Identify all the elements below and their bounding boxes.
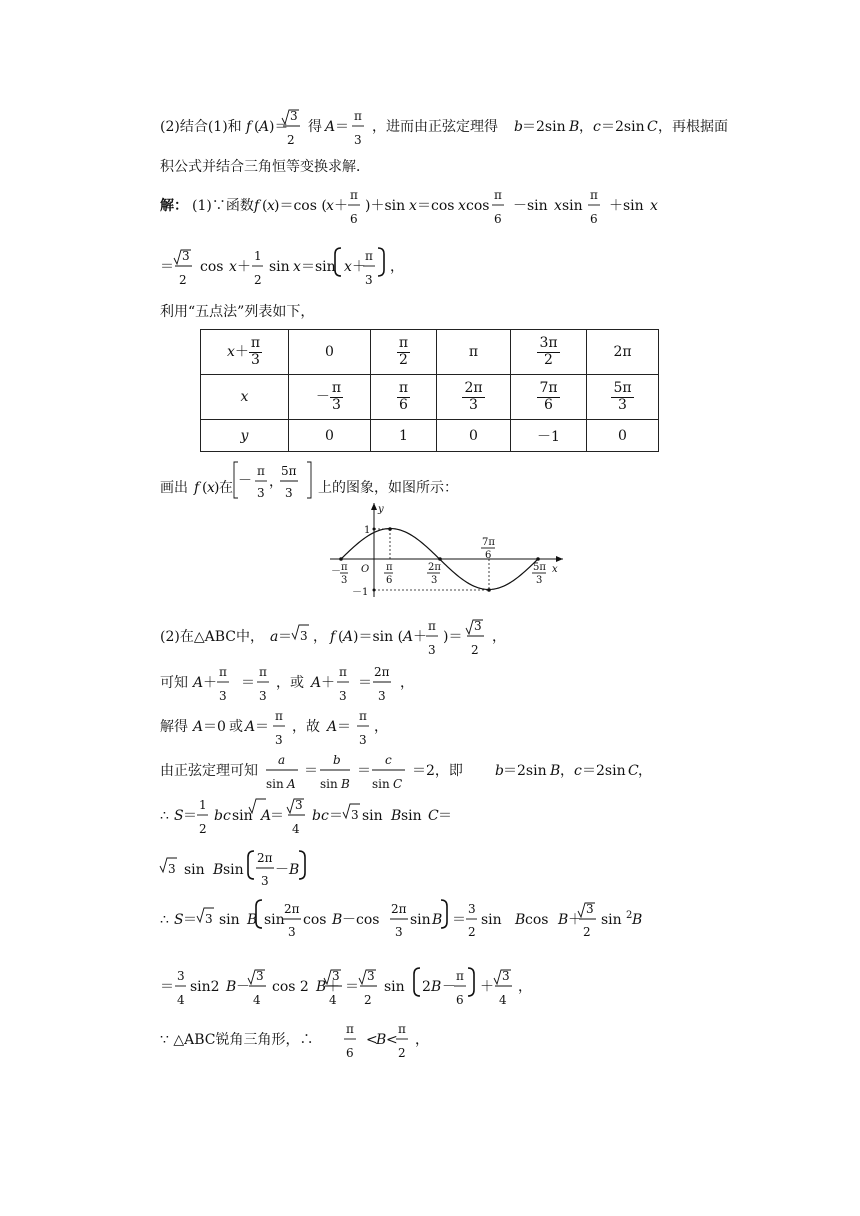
svg-text:sin: sin — [410, 912, 431, 928]
svg-text:2: 2 — [287, 133, 295, 147]
y-axis-label: y — [378, 504, 384, 515]
svg-text:sin2: sin2 — [190, 979, 220, 995]
svg-text:，: ， — [313, 629, 327, 645]
svg-text:f: f — [254, 198, 260, 214]
hint-line-2: 积公式并结合三角恒等变换求解． — [160, 159, 370, 175]
svg-text:＝: ＝ — [452, 912, 466, 928]
table-cell: －1 — [511, 420, 587, 452]
svg-text:B: B — [431, 979, 442, 995]
table-row — [201, 375, 659, 420]
table-cell: $\frac{\pi}{6}$ — [371, 375, 437, 420]
svg-text:，故: ，故 — [292, 719, 320, 735]
svg-text:，: ， — [560, 763, 574, 779]
svg-text:2: 2 — [398, 1046, 406, 1060]
table-cell: $\frac{7\pi}{6}$ — [511, 375, 587, 420]
svg-text:sin: sin — [320, 777, 338, 791]
svg-text:3: 3 — [257, 486, 265, 500]
svg-text:sin: sin — [266, 777, 284, 791]
solution-label: 解： — [160, 198, 188, 214]
svg-text:＋: ＋ — [568, 912, 582, 928]
svg-text:)＝: )＝ — [443, 629, 463, 645]
svg-text:sin: sin — [401, 808, 422, 824]
svg-text:或: 或 — [229, 719, 243, 735]
svg-text:(: ( — [254, 119, 260, 135]
svg-text:2π: 2π — [284, 902, 300, 916]
svg-text:，: ， — [492, 629, 506, 645]
svg-text:－: － — [275, 862, 289, 878]
svg-text:B: B — [432, 912, 443, 928]
svg-text:c: c — [574, 763, 582, 779]
svg-text:3: 3 — [431, 575, 438, 586]
svg-text:3: 3 — [502, 969, 510, 983]
svg-text:cos: cos — [525, 912, 549, 928]
svg-text:3: 3 — [474, 619, 482, 633]
svg-text:bc: bc — [312, 808, 329, 824]
svg-text:，: ， — [638, 763, 652, 779]
svg-text:1: 1 — [254, 249, 262, 263]
svg-text:<: < — [366, 1032, 378, 1048]
svg-text:＋: ＋ — [352, 259, 366, 275]
svg-text:B: B — [289, 862, 300, 878]
svg-text:C: C — [393, 777, 403, 791]
svg-text:5π: 5π — [281, 464, 297, 478]
svg-text:π: π — [590, 188, 598, 202]
svg-text:π: π — [346, 1022, 354, 1036]
svg-text:c: c — [593, 119, 601, 135]
part2-line3 — [160, 709, 388, 747]
svg-text:3: 3 — [536, 575, 543, 586]
svg-text:A: A — [343, 629, 354, 645]
svg-text:，: ， — [415, 1032, 429, 1048]
svg-text:＝: ＝ — [329, 808, 343, 824]
svg-text:＝: ＝ — [241, 675, 255, 691]
svg-text:)＝sin (: )＝sin ( — [353, 629, 404, 645]
svg-text:6: 6 — [386, 575, 393, 586]
svg-text:2: 2 — [179, 273, 187, 287]
svg-text:4: 4 — [329, 993, 337, 1007]
svg-text:3: 3 — [300, 629, 308, 643]
svg-text:6: 6 — [485, 550, 492, 561]
svg-text:可知: 可知 — [160, 675, 188, 691]
svg-text:B: B — [213, 862, 224, 878]
svg-text:3: 3 — [259, 689, 267, 703]
svg-text:π: π — [219, 665, 227, 679]
tick-minus-one: －1 — [352, 587, 369, 598]
svg-text:A: A — [287, 777, 296, 791]
svg-text:A: A — [193, 675, 204, 691]
svg-text:＝sin: ＝sin — [301, 259, 336, 275]
svg-text:)＝cos (: )＝cos ( — [274, 198, 327, 214]
svg-text:x: x — [554, 198, 562, 214]
svg-text:B: B — [515, 912, 526, 928]
svg-text:x: x — [409, 198, 417, 214]
part2-line9 — [160, 1022, 429, 1060]
svg-text:∵ △ABC锐角三角形，∴: ∵ △ABC锐角三角形，∴ — [160, 1032, 314, 1048]
hint-line-1 — [160, 109, 728, 147]
svg-text:＝0: ＝0 — [203, 719, 226, 735]
svg-text:(: ( — [338, 629, 344, 645]
part2-line6 — [160, 851, 305, 888]
table-cell: x＋ $\frac{\pi}{3}$ — [201, 330, 289, 375]
svg-text:＝2sin: ＝2sin — [601, 119, 645, 135]
five-point-table — [200, 329, 659, 452]
svg-text:π: π — [386, 562, 393, 573]
svg-text:cos 2: cos 2 — [272, 979, 309, 995]
table-cell: π — [437, 330, 511, 375]
svg-text:－: － — [236, 979, 250, 995]
svg-text:π: π — [428, 619, 436, 633]
table-cell: 0 — [437, 420, 511, 452]
svg-text:－: － — [331, 566, 341, 577]
svg-text:3: 3 — [339, 689, 347, 703]
svg-text:＝: ＝ — [255, 719, 269, 735]
svg-text:∴: ∴ — [160, 912, 169, 928]
svg-text:3: 3 — [378, 689, 386, 703]
svg-text:π: π — [275, 709, 283, 723]
hint-text-b: 得 — [308, 119, 322, 135]
svg-text:3: 3 — [168, 862, 176, 876]
svg-text:＋: ＋ — [237, 259, 251, 275]
svg-text:bc: bc — [214, 808, 231, 824]
five-point-intro: 利用“五点法”列表如下， — [160, 304, 315, 320]
svg-text:b: b — [514, 119, 523, 135]
svg-text:1: 1 — [199, 798, 207, 812]
svg-text:，: ， — [269, 474, 283, 490]
svg-text:6: 6 — [456, 993, 464, 1007]
svg-text:π: π — [494, 188, 502, 202]
svg-text:在: 在 — [219, 480, 233, 496]
svg-text:＋: ＋ — [413, 629, 427, 645]
svg-text:B: B — [226, 979, 237, 995]
svg-text:A: A — [259, 119, 270, 135]
svg-text:<: < — [386, 1032, 398, 1048]
svg-text:＝: ＝ — [160, 979, 174, 995]
svg-text:(: ( — [202, 480, 208, 496]
svg-text:2π: 2π — [391, 902, 407, 916]
svg-text:)＋sin: )＋sin — [365, 198, 406, 214]
svg-text:cos: cos — [466, 198, 490, 214]
svg-text:B: B — [316, 979, 327, 995]
svg-text:3: 3 — [288, 925, 296, 939]
svg-text:3: 3 — [468, 902, 476, 916]
svg-text:sin: sin — [223, 862, 244, 878]
origin-label: O — [361, 564, 370, 575]
svg-text:3: 3 — [365, 273, 373, 287]
svg-text:3: 3 — [219, 689, 227, 703]
table-row — [201, 420, 659, 452]
part2-line8 — [160, 968, 532, 1007]
svg-text:3: 3 — [295, 798, 303, 812]
svg-text:3: 3 — [354, 133, 362, 147]
svg-text:b: b — [495, 763, 504, 779]
svg-text:，: ， — [518, 979, 532, 995]
svg-text:＝: ＝ — [358, 675, 372, 691]
svg-text:sin: sin — [562, 198, 583, 214]
hint-text-e: ，再根据面 — [658, 119, 728, 135]
svg-text:＝: ＝ — [183, 808, 197, 824]
svg-text:，: ， — [579, 119, 593, 135]
x-axis-label: x — [552, 564, 558, 575]
svg-text:B: B — [569, 119, 580, 135]
svg-text:a: a — [270, 629, 279, 645]
table-cell: 0 — [289, 420, 371, 452]
svg-text:3: 3 — [182, 249, 190, 263]
svg-text:画出: 画出 — [160, 480, 188, 496]
svg-text:x: x — [650, 198, 658, 214]
svg-text:2π: 2π — [428, 562, 441, 573]
svg-text:3: 3 — [256, 969, 264, 983]
svg-text:2π: 2π — [374, 665, 390, 679]
part2-line1 — [160, 619, 506, 657]
svg-text:S: S — [174, 808, 184, 824]
svg-text:＝: ＝ — [337, 719, 351, 735]
svg-text:C: C — [628, 763, 639, 779]
tick-one: 1 — [364, 525, 371, 536]
svg-text:A: A — [327, 719, 338, 735]
svg-text:－cos: －cos — [342, 912, 380, 928]
svg-text:3: 3 — [332, 969, 340, 983]
svg-text:4: 4 — [253, 993, 261, 1007]
svg-text:4: 4 — [177, 993, 185, 1007]
svg-text:6: 6 — [494, 212, 502, 226]
svg-text:6: 6 — [350, 212, 358, 226]
svg-text:π: π — [350, 188, 358, 202]
part2-line7 — [160, 900, 642, 939]
svg-text:解得: 解得 — [160, 719, 188, 735]
svg-text:2: 2 — [199, 822, 207, 836]
svg-text:2: 2 — [468, 925, 476, 939]
svg-text:B: B — [332, 912, 343, 928]
svg-text:由正弦定理可知: 由正弦定理可知 — [160, 763, 258, 779]
table-cell: 2π — [587, 330, 659, 375]
table-cell: x — [201, 375, 289, 420]
svg-text:A: A — [245, 719, 256, 735]
svg-text:π: π — [339, 665, 347, 679]
svg-text:＝: ＝ — [438, 808, 452, 824]
svg-text:x: x — [267, 198, 275, 214]
svg-text:B: B — [632, 912, 643, 928]
svg-text:上的图象，如图所示：: 上的图象，如图所示： — [318, 480, 458, 496]
part2-line5 — [160, 798, 452, 836]
solution-part1-line2 — [160, 248, 404, 287]
svg-text:3: 3 — [341, 575, 348, 586]
svg-text:sin: sin — [232, 808, 253, 824]
table-cell: $\frac{3\pi}{2}$ — [511, 330, 587, 375]
svg-text:－: － — [442, 979, 456, 995]
svg-text:c: c — [385, 753, 392, 767]
svg-text:＝: ＝ — [270, 808, 284, 824]
svg-text:A: A — [193, 719, 204, 735]
svg-text:2: 2 — [626, 910, 633, 921]
svg-text:3: 3 — [285, 486, 293, 500]
svg-text:π: π — [257, 464, 265, 478]
svg-text:B: B — [341, 777, 350, 791]
svg-text:x: x — [326, 198, 334, 214]
svg-text:x: x — [207, 480, 215, 496]
svg-text:x: x — [344, 259, 352, 275]
svg-text:B: B — [247, 912, 258, 928]
svg-text:B: B — [391, 808, 402, 824]
svg-text:2: 2 — [583, 925, 591, 939]
svg-text:A: A — [261, 808, 272, 824]
svg-text:π: π — [456, 969, 464, 983]
svg-text:sin: sin — [269, 259, 290, 275]
svg-text:): ) — [214, 480, 220, 496]
x-axis-arrow-icon — [556, 556, 563, 562]
svg-text:a: a — [278, 753, 286, 767]
svg-text:3: 3 — [290, 109, 298, 123]
solution-part1-line1 — [160, 188, 658, 226]
svg-text:5π: 5π — [533, 562, 546, 573]
svg-text:3: 3 — [261, 874, 269, 888]
svg-text:sin: sin — [384, 979, 405, 995]
svg-text:3: 3 — [586, 902, 594, 916]
table-cell: $\frac{5\pi}{3}$ — [587, 375, 659, 420]
part2-line4 — [160, 753, 652, 791]
svg-text:－: － — [238, 473, 252, 489]
svg-text:2: 2 — [471, 643, 479, 657]
svg-text:x: x — [293, 259, 301, 275]
table-row — [201, 330, 659, 375]
part2-line2 — [160, 665, 414, 703]
svg-text:f: f — [246, 119, 252, 135]
svg-text:＝: ＝ — [345, 979, 359, 995]
svg-text:sin: sin — [184, 862, 205, 878]
svg-text:f: f — [194, 480, 200, 496]
svg-text:＝2sin: ＝2sin — [522, 119, 566, 135]
table-cell: 0 — [587, 420, 659, 452]
svg-text:3: 3 — [275, 733, 283, 747]
svg-text:(: ( — [262, 198, 268, 214]
svg-text:2π: 2π — [257, 851, 273, 865]
svg-text:＋: ＋ — [321, 675, 335, 691]
sine-graph — [330, 503, 563, 598]
svg-text:＝: ＝ — [183, 912, 197, 928]
svg-text:6: 6 — [346, 1046, 354, 1060]
hint-text-a: (2)结合(1)和 — [160, 119, 242, 135]
svg-text:x: x — [458, 198, 466, 214]
svg-text:π: π — [365, 249, 373, 263]
svg-text:sin: sin — [362, 808, 383, 824]
svg-text:3: 3 — [177, 969, 185, 983]
svg-text:(1)∵函数: (1)∵函数 — [192, 198, 254, 214]
svg-text:A: A — [403, 629, 414, 645]
svg-text:A: A — [325, 119, 336, 135]
svg-text:＋: ＋ — [334, 198, 348, 214]
svg-text:(2)在△ABC中，: (2)在△ABC中， — [160, 629, 264, 645]
svg-text:－sin: －sin — [513, 198, 548, 214]
svg-text:6: 6 — [590, 212, 598, 226]
svg-text:＝2sin: ＝2sin — [503, 763, 547, 779]
svg-text:sin: sin — [219, 912, 240, 928]
table-cell: $\frac{2\pi}{3}$ — [437, 375, 511, 420]
svg-text:＝: ＝ — [278, 629, 292, 645]
svg-text:b: b — [333, 753, 341, 767]
svg-text:f: f — [330, 629, 336, 645]
svg-text:B: B — [558, 912, 569, 928]
svg-text:＋: ＋ — [480, 979, 494, 995]
svg-text:，: ， — [390, 259, 404, 275]
svg-text:4: 4 — [292, 822, 300, 836]
svg-text:2: 2 — [364, 993, 372, 1007]
svg-text:S: S — [174, 912, 184, 928]
svg-text:3: 3 — [205, 912, 213, 926]
svg-text:)＝: )＝ — [269, 119, 289, 135]
svg-text:4: 4 — [499, 993, 507, 1007]
svg-text:＝2，即: ＝2，即 — [412, 763, 463, 779]
svg-text:＝cos: ＝cos — [417, 198, 455, 214]
svg-text:A: A — [311, 675, 322, 691]
table-cell: y — [201, 420, 289, 452]
svg-text:B: B — [376, 1032, 387, 1048]
svg-text:2: 2 — [254, 273, 262, 287]
svg-text:π: π — [398, 1022, 406, 1036]
svg-text:π: π — [354, 109, 362, 123]
svg-text:sin: sin — [264, 912, 285, 928]
svg-text:＋: ＋ — [203, 675, 217, 691]
table-cell: － $\frac{\pi}{3}$ — [289, 375, 371, 420]
svg-text:＝: ＝ — [160, 259, 174, 275]
svg-text:x: x — [229, 259, 237, 275]
svg-text:cos: cos — [303, 912, 327, 928]
svg-text:3: 3 — [359, 733, 367, 747]
svg-text:sin: sin — [481, 912, 502, 928]
svg-text:3: 3 — [367, 969, 375, 983]
svg-text:，: ， — [374, 719, 388, 735]
y-axis-arrow-icon — [371, 503, 377, 510]
svg-text:π: π — [259, 665, 267, 679]
svg-text:π: π — [359, 709, 367, 723]
svg-text:＝: ＝ — [335, 119, 349, 135]
svg-text:2: 2 — [422, 979, 431, 995]
svg-text:3: 3 — [428, 643, 436, 657]
svg-text:C: C — [428, 808, 439, 824]
svg-text:∴: ∴ — [160, 808, 169, 824]
draw-intro-line — [160, 462, 458, 500]
svg-text:C: C — [647, 119, 658, 135]
svg-text:cos: cos — [200, 259, 224, 275]
svg-text:3: 3 — [395, 925, 403, 939]
svg-text:＝2sin: ＝2sin — [582, 763, 626, 779]
svg-text:π: π — [341, 562, 348, 573]
svg-text:7π: 7π — [482, 537, 495, 548]
svg-text:3: 3 — [351, 808, 359, 822]
svg-text:B: B — [550, 763, 561, 779]
hint-text-c: ，进而由正弦定理得 — [372, 119, 498, 135]
svg-text:sin: sin — [372, 777, 390, 791]
table-cell: 1 — [371, 420, 437, 452]
svg-text:＝: ＝ — [304, 763, 318, 779]
table-cell: $\frac{\pi}{2}$ — [371, 330, 437, 375]
sine-curve — [341, 529, 538, 590]
svg-text:，或: ，或 — [276, 675, 304, 691]
table-cell: 0 — [289, 330, 371, 375]
svg-text:＋sin: ＋sin — [609, 198, 644, 214]
svg-text:＋: ＋ — [326, 979, 340, 995]
svg-text:，: ， — [400, 675, 414, 691]
svg-text:sin: sin — [601, 912, 622, 928]
svg-text:＝: ＝ — [357, 763, 371, 779]
